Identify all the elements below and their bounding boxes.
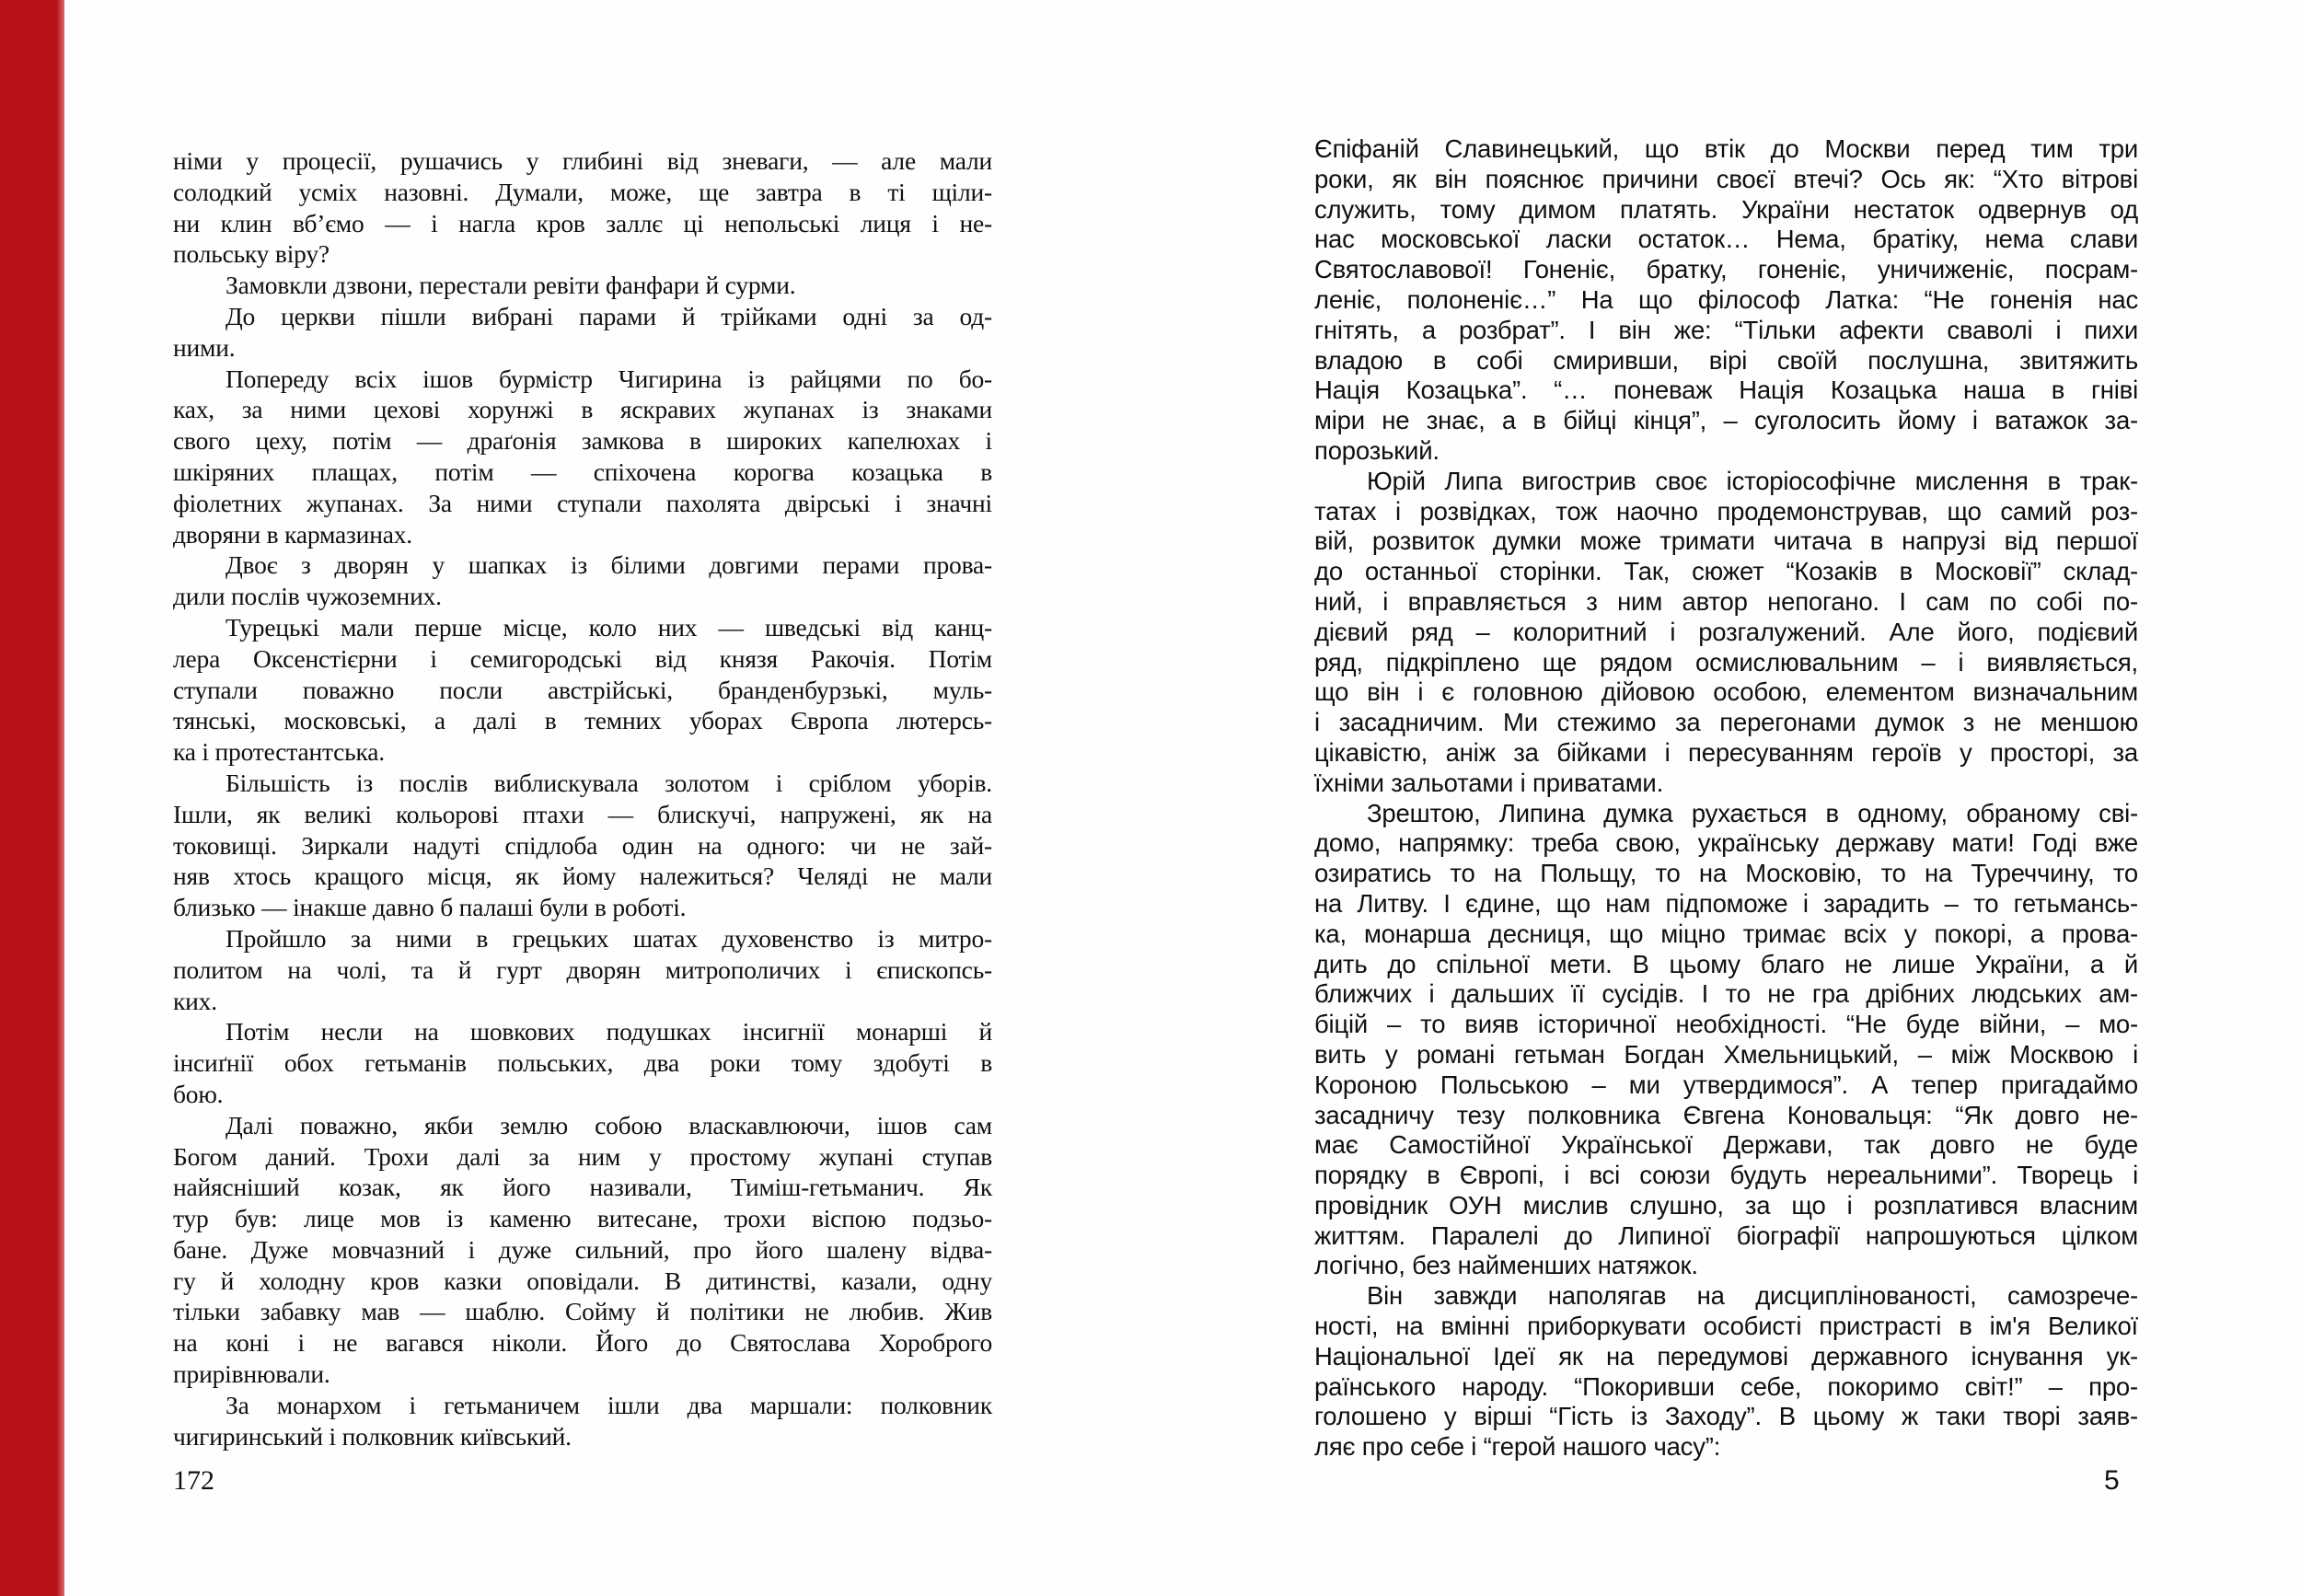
text-line: тільки забавку мав — шаблю. Сойму й політики не любив. Жив xyxy=(173,1297,992,1326)
text-line: Зрештою, Липина думка рухається в одному, обраному сві- xyxy=(1367,798,2138,827)
text-line: служить, тому димом платять. України нестаток одвернув од xyxy=(1314,194,2138,224)
text-line: До церкви пішли вибрані парами й трійками одні за од- xyxy=(225,301,992,330)
text-line: леніє, полоненіє…” На що філософ Латка: “Не гоненія нас xyxy=(1314,284,2138,314)
text-line: Він завжди наполягав на дисциплінованості, самозрече- xyxy=(1367,1281,2138,1311)
text-line: що він і є головною дійовою особою, елементом визначальним xyxy=(1314,677,2138,707)
text-line: ляє про себе і “герой нашого часу”: xyxy=(1314,1432,1721,1462)
text-line: і засадничим. Ми стежимо за перегонами думок з не меншою xyxy=(1314,708,2138,737)
right-page-number: 5 xyxy=(2104,1465,2120,1496)
text-line: бою. xyxy=(173,1079,224,1108)
text-line: Національної Ідеї як на передумові державного існування ук- xyxy=(1314,1341,2138,1370)
text-line: має Самостійної Української Держави, так довго не буде xyxy=(1314,1130,2138,1160)
text-line: німи у процесії, рушачись у глибині від зневаги, — але мали xyxy=(173,146,992,175)
red-page-edge xyxy=(0,0,64,1596)
text-line: засадничу тезу полковника Євгена Коновальця: “Як довго не- xyxy=(1314,1100,2138,1129)
text-line: токовищі. Зиркали надуті спідлоба один на одного: чи не зай- xyxy=(173,830,992,860)
text-line: солодкий усміх назовні. Думали, може, ще завтра в ті щіли- xyxy=(173,177,992,206)
text-line: Потім несли на шовкових подушках інсигнії монарші й xyxy=(225,1017,992,1047)
text-line: Ішли, як великі кольорові птахи — блискучі, напружені, як на xyxy=(173,799,992,828)
text-line: до останньої сторінки. Так, сюжет “Козаків в Московії” склад- xyxy=(1314,557,2138,586)
text-line: За монархом і гетьманичем ішли два маршали: полковник xyxy=(225,1390,992,1419)
text-line: роки, як він пояснює причини своєї втечі? Ось як: “Хто вітрові xyxy=(1314,164,2138,193)
text-line: Короною Польською – ми утвердимося”. А тепер пригадаймо xyxy=(1314,1070,2138,1099)
text-line: їхніми зальотами і приватами. xyxy=(1314,768,1664,797)
text-line: голошено у вірші “Гість із Заходу”. В цьому ж таки творі заяв- xyxy=(1314,1402,2138,1431)
text-line: озиратись то на Польщу, то на Московію, то на Туреччину, то xyxy=(1314,859,2138,888)
text-line: Двоє з дворян у шапках із білими довгими перами прова- xyxy=(225,550,992,580)
text-line: чигиринський і полковник київський. xyxy=(173,1421,572,1451)
text-line: Замовкли дзвони, перестали ревіти фанфари й сурми. xyxy=(225,271,796,300)
text-line: ких. xyxy=(173,986,217,1015)
text-line: лера Оксенстієрни і семигородські від князя Ракочія. Потім xyxy=(173,643,992,673)
text-line: дить до спільної мети. В цьому благо не лише України, а й xyxy=(1314,949,2138,978)
text-line: найясніший козак, як його називали, Тиміш-гетьманич. Як xyxy=(173,1173,992,1202)
text-line: Далі поважно, якби землю собою власкавлюючи, ішов сам xyxy=(225,1110,992,1139)
text-line: Нація Козацька”. “… поневаж Нація Козацька наша в гніві xyxy=(1314,376,2138,405)
text-line: дили послів чужоземних. xyxy=(173,582,442,611)
text-line: гнітять, а розбрат”. І він же: “Тільки афекти сваволі і пихи xyxy=(1314,315,2138,344)
text-line: логічно, без найменших натяжок. xyxy=(1314,1251,1698,1280)
left-page-text xyxy=(173,145,992,1451)
text-line: Богом даний. Трохи далі за ним у простому жупані ступав xyxy=(173,1141,992,1171)
text-line: інсиґнії обох гетьманів польських, два роки тому здобуті в xyxy=(173,1048,992,1078)
text-line: вій, розвиток думки може тримати читача в напрузі від першої xyxy=(1314,526,2138,556)
text-line: цікавістю, аніж за бійками і пересуванням героїв у просторі, за xyxy=(1314,737,2138,767)
text-line: няв хтось кращого місця, як йому належиться? Челяді не мали xyxy=(173,862,992,891)
text-line: ни клин вб’ємо — і нагла кров заллє ці непольські лиця і не- xyxy=(173,208,992,237)
text-line: свого цеху, потім — драґонія замкова в широких капелюхах і xyxy=(173,426,992,456)
text-line: политом на чолі, та й гурт дворян митрополичих і єпископсь- xyxy=(173,954,992,984)
text-line: ближчих і дальших її сусідів. І то не гра дрібних людських ам- xyxy=(1314,979,2138,1009)
text-line: життям. Паралелі до Липиної біографії напрошуються цілком xyxy=(1314,1220,2138,1250)
text-line: Більшість із послів виблискувала золотом і сріблом уборів. xyxy=(225,768,992,797)
text-line: гу й холодну кров казки оповідали. В дитинстві, казали, одну xyxy=(173,1266,992,1295)
text-line: ності, на вмінні приборкувати особисті пристрасті в ім'я Великої xyxy=(1314,1312,2138,1341)
text-line: татах і розвідках, тож наочно продемонстрував, що самий роз- xyxy=(1314,496,2138,526)
text-line: польську віру? xyxy=(173,239,330,269)
text-line: Юрій Липа вигострив своє історіософічне мислення в трак- xyxy=(1367,466,2138,495)
text-line: міри не знає, а в бійці кінця”, – суголосить йому і ватажок за- xyxy=(1314,406,2138,435)
text-line: Пройшло за ними в грецьких шатах духовенство із митро- xyxy=(225,923,992,953)
text-line: шкіряних плащах, потім — спіхочена корогва козацька в xyxy=(173,457,992,486)
text-line: ка і протестантська. xyxy=(173,737,385,767)
text-line: провідник ОУН мислив слушно, за що і розплатився власним xyxy=(1314,1190,2138,1220)
text-line: тянські, московські, а далі в темних уборах Європа лютерсь- xyxy=(173,706,992,735)
text-line: вить у романі гетьман Богдан Хмельницький, – між Москвою і xyxy=(1314,1039,2138,1069)
text-line: близько — інакше давно б палаші були в роботі. xyxy=(173,893,687,922)
text-line: порозький. xyxy=(1314,435,1440,465)
text-line: на коні і не вагався ніколи. Його до Святослава Хороброго xyxy=(173,1328,992,1358)
text-line: біцій – то вияв історичної необхідності. “Не буде війни, – мо- xyxy=(1314,1010,2138,1039)
text-line: бане. Дуже мовчазний і дуже сильний, про його шалену відва- xyxy=(173,1234,992,1264)
text-line: ряд, підкріплено ще рядом осмислювальним – і виявляється, xyxy=(1314,647,2138,677)
text-line: тур був: лице мов із каменю витесане, трохи віспою подзьо- xyxy=(173,1204,992,1233)
text-line: ступали поважно посли австрійські, бранденбурзькі, муль- xyxy=(173,675,992,704)
text-line: дієвий ряд – колоритний і розгалужений. Але його, подієвий xyxy=(1314,617,2138,646)
left-page-number: 172 xyxy=(173,1465,214,1496)
text-line: владою в собі смиривши, вірі своїй послушна, звитяжить xyxy=(1314,345,2138,375)
text-line: домо, напрямку: треба свою, українську державу мати! Годі вже xyxy=(1314,828,2138,858)
right-page-text xyxy=(1314,134,2138,1463)
text-line: Турецькі мали перше місце, коло них — шведські від канц- xyxy=(225,612,992,642)
text-line: раїнського народу. “Покоривши себе, покоримо світ!” – про- xyxy=(1314,1371,2138,1401)
text-line: порядку в Європі, і всі союзи будуть нереальними”. Творець і xyxy=(1314,1161,2138,1190)
text-line: Святославової! Гоненіє, братку, гоненіє, уничиженіє, посрам- xyxy=(1314,255,2138,284)
text-line: ка, монарша десниця, що міцно тримає всіх у покорі, а прова- xyxy=(1314,919,2138,948)
text-line: дворяни в кармазинах. xyxy=(173,519,412,549)
text-line: ках, за ними цехові хорунжі в яскравих жупанах із знаками xyxy=(173,395,992,424)
text-line: фіолетних жупанах. За ними ступали пахолята двірські і значні xyxy=(173,488,992,517)
text-line: прирівнювали. xyxy=(173,1359,330,1389)
text-line: ними. xyxy=(173,332,236,362)
text-line: на Литву. І єдине, що нам підпоможе і зарадить – то гетьмансь- xyxy=(1314,888,2138,918)
text-line: ний, і вправляється з ним автор непогано. І сам по собі по- xyxy=(1314,586,2138,616)
text-line: Попереду всіх ішов бурмістр Чигирина із райцями по бо- xyxy=(225,364,992,393)
text-line: нас московської ласки остаток… Нема, братіку, нема слави xyxy=(1314,225,2138,254)
text-line: Єпіфаній Славинецький, що втік до Москви перед тим три xyxy=(1314,134,2138,163)
